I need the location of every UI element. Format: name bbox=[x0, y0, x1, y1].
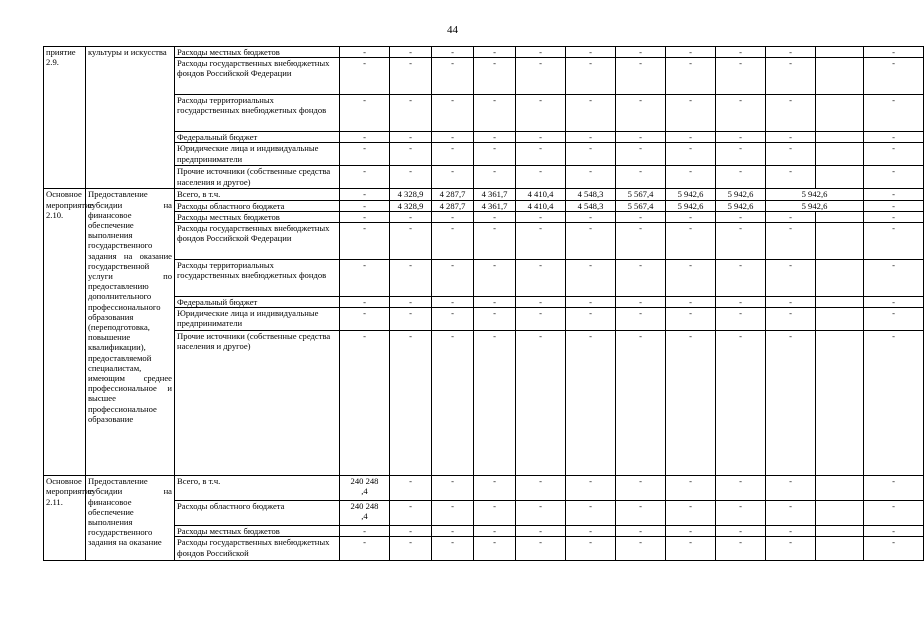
value-cell: - bbox=[864, 189, 924, 200]
funding-source: Расходы местных бюджетов bbox=[175, 47, 340, 58]
value-cell: 5 567,4 bbox=[616, 200, 666, 211]
value-cell: - bbox=[340, 200, 390, 211]
value-cell: - bbox=[432, 501, 474, 526]
value-cell: - bbox=[432, 223, 474, 260]
value-cell bbox=[816, 58, 864, 95]
value-cell: - bbox=[666, 47, 716, 58]
value-cell: - bbox=[340, 297, 390, 308]
value-cell: - bbox=[766, 95, 816, 132]
value-cell: - bbox=[516, 501, 566, 526]
value-cell: - bbox=[766, 308, 816, 331]
activity-code: Основное мероприятие 2.11. bbox=[44, 476, 86, 561]
value-cell bbox=[816, 132, 864, 143]
value-cell: - bbox=[474, 166, 516, 189]
value-cell: - bbox=[340, 308, 390, 331]
value-cell: 5 942,6 bbox=[766, 200, 864, 211]
value-cell: 240 248 ,4 bbox=[340, 501, 390, 526]
value-cell: - bbox=[340, 95, 390, 132]
funding-source: Всего, в т.ч. bbox=[175, 476, 340, 501]
value-cell: - bbox=[864, 476, 924, 501]
value-cell: - bbox=[864, 200, 924, 211]
value-cell: - bbox=[766, 331, 816, 476]
value-cell: - bbox=[566, 211, 616, 222]
value-cell: - bbox=[340, 143, 390, 166]
value-cell: - bbox=[766, 223, 816, 260]
value-cell: - bbox=[716, 95, 766, 132]
table-row bbox=[44, 297, 924, 308]
value-cell: - bbox=[432, 297, 474, 308]
value-cell: - bbox=[666, 308, 716, 331]
value-cell: - bbox=[340, 47, 390, 58]
value-cell: - bbox=[616, 47, 666, 58]
value-cell: - bbox=[474, 58, 516, 95]
table-row bbox=[44, 260, 924, 297]
value-cell: - bbox=[864, 166, 924, 189]
value-cell: 4 287,7 bbox=[432, 200, 474, 211]
value-cell: - bbox=[566, 526, 616, 537]
value-cell: - bbox=[390, 501, 432, 526]
funding-source: Всего, в т.ч. bbox=[175, 189, 340, 200]
value-cell: - bbox=[566, 95, 616, 132]
value-cell: - bbox=[716, 58, 766, 95]
value-cell bbox=[816, 166, 864, 189]
value-cell: - bbox=[566, 537, 616, 561]
value-cell: 4 287,7 bbox=[432, 189, 474, 200]
value-cell: - bbox=[432, 132, 474, 143]
value-cell: - bbox=[432, 476, 474, 501]
value-cell: - bbox=[516, 58, 566, 95]
value-cell: - bbox=[716, 132, 766, 143]
value-cell: - bbox=[864, 223, 924, 260]
value-cell: - bbox=[716, 537, 766, 561]
value-cell: - bbox=[616, 211, 666, 222]
value-cell: 240 248 ,4 bbox=[340, 476, 390, 501]
funding-source: Расходы государственных внебюджетных фондов Российской bbox=[175, 537, 340, 561]
value-cell bbox=[816, 331, 864, 476]
value-cell bbox=[816, 143, 864, 166]
value-cell: - bbox=[516, 132, 566, 143]
table-row bbox=[44, 143, 924, 166]
value-cell: - bbox=[474, 143, 516, 166]
value-cell: - bbox=[864, 58, 924, 95]
value-cell: - bbox=[516, 297, 566, 308]
value-cell bbox=[816, 47, 864, 58]
value-cell: - bbox=[566, 297, 616, 308]
value-cell: - bbox=[616, 58, 666, 95]
table-row bbox=[44, 308, 924, 331]
value-cell: - bbox=[474, 331, 516, 476]
value-cell: - bbox=[340, 132, 390, 143]
value-cell: - bbox=[716, 297, 766, 308]
funding-source: Расходы территориальных государственных внебюджетных фондов bbox=[175, 260, 340, 297]
value-cell: 4 361,7 bbox=[474, 200, 516, 211]
activity-code: приятие 2.9. bbox=[44, 47, 86, 189]
value-cell: - bbox=[474, 223, 516, 260]
value-cell: - bbox=[432, 58, 474, 95]
value-cell: - bbox=[766, 143, 816, 166]
value-cell: - bbox=[390, 143, 432, 166]
value-cell: - bbox=[474, 47, 516, 58]
value-cell bbox=[816, 308, 864, 331]
value-cell: - bbox=[516, 476, 566, 501]
value-cell: - bbox=[716, 501, 766, 526]
table-row bbox=[44, 537, 924, 561]
value-cell: - bbox=[566, 260, 616, 297]
value-cell: - bbox=[616, 308, 666, 331]
value-cell: - bbox=[666, 260, 716, 297]
value-cell: - bbox=[766, 260, 816, 297]
value-cell: - bbox=[390, 58, 432, 95]
value-cell: - bbox=[616, 537, 666, 561]
value-cell: - bbox=[864, 537, 924, 561]
activity-description: культуры и искусства bbox=[86, 47, 175, 189]
value-cell: - bbox=[474, 537, 516, 561]
value-cell: - bbox=[616, 223, 666, 260]
value-cell bbox=[816, 501, 864, 526]
value-cell: - bbox=[516, 537, 566, 561]
value-cell: 4 361,7 bbox=[474, 189, 516, 200]
value-cell bbox=[816, 526, 864, 537]
value-cell: - bbox=[516, 95, 566, 132]
value-cell: - bbox=[432, 260, 474, 297]
value-cell: - bbox=[864, 260, 924, 297]
value-cell bbox=[816, 260, 864, 297]
value-cell: - bbox=[616, 297, 666, 308]
table-row bbox=[44, 200, 924, 211]
value-cell: - bbox=[616, 95, 666, 132]
value-cell: 5 942,6 bbox=[666, 200, 716, 211]
value-cell: - bbox=[390, 308, 432, 331]
value-cell: - bbox=[766, 501, 816, 526]
table-row bbox=[44, 132, 924, 143]
value-cell: - bbox=[864, 95, 924, 132]
value-cell: - bbox=[766, 211, 816, 222]
value-cell: - bbox=[474, 526, 516, 537]
value-cell: - bbox=[766, 297, 816, 308]
table-row bbox=[44, 166, 924, 189]
value-cell: - bbox=[390, 211, 432, 222]
table-row bbox=[44, 47, 924, 58]
funding-source: Расходы государственных внебюджетных фондов Российской Федерации bbox=[175, 58, 340, 95]
value-cell: - bbox=[516, 308, 566, 331]
value-cell: - bbox=[516, 260, 566, 297]
value-cell: - bbox=[516, 166, 566, 189]
value-cell: - bbox=[716, 308, 766, 331]
value-cell: - bbox=[666, 297, 716, 308]
table-row bbox=[44, 58, 924, 95]
value-cell: - bbox=[566, 308, 616, 331]
value-cell: - bbox=[390, 47, 432, 58]
value-cell bbox=[816, 476, 864, 501]
activity-code: Основное мероприятие 2.10. bbox=[44, 189, 86, 476]
value-cell: - bbox=[566, 132, 616, 143]
value-cell: - bbox=[390, 476, 432, 501]
value-cell: - bbox=[666, 526, 716, 537]
value-cell: - bbox=[666, 143, 716, 166]
table-row bbox=[44, 476, 924, 501]
value-cell: - bbox=[666, 223, 716, 260]
value-cell: - bbox=[432, 143, 474, 166]
budget-table bbox=[43, 46, 924, 561]
value-cell bbox=[816, 211, 864, 222]
value-cell: - bbox=[666, 58, 716, 95]
value-cell: - bbox=[716, 476, 766, 501]
table-row bbox=[44, 95, 924, 132]
value-cell: - bbox=[474, 132, 516, 143]
activity-description: Предоставление субсидии на финансовое обеспечение выполнения государственного задания на оказание bbox=[86, 476, 175, 561]
table-row bbox=[44, 526, 924, 537]
value-cell: - bbox=[864, 47, 924, 58]
value-cell: - bbox=[666, 331, 716, 476]
value-cell: - bbox=[864, 132, 924, 143]
value-cell: 4 410,4 bbox=[516, 189, 566, 200]
value-cell: 4 328,9 bbox=[390, 200, 432, 211]
value-cell: 5 567,4 bbox=[616, 189, 666, 200]
value-cell bbox=[816, 223, 864, 260]
value-cell: - bbox=[766, 537, 816, 561]
value-cell: - bbox=[474, 308, 516, 331]
value-cell: - bbox=[616, 501, 666, 526]
table-row bbox=[44, 501, 924, 526]
value-cell: 4 548,3 bbox=[566, 200, 616, 211]
funding-source: Юридические лица и индивидуальные предприниматели bbox=[175, 308, 340, 331]
value-cell: - bbox=[340, 166, 390, 189]
value-cell: - bbox=[390, 331, 432, 476]
value-cell: - bbox=[666, 476, 716, 501]
value-cell: - bbox=[474, 297, 516, 308]
value-cell: - bbox=[766, 526, 816, 537]
value-cell: - bbox=[340, 260, 390, 297]
value-cell: - bbox=[566, 223, 616, 260]
value-cell: - bbox=[864, 297, 924, 308]
value-cell: - bbox=[474, 476, 516, 501]
value-cell: - bbox=[390, 223, 432, 260]
funding-source: Прочие источники (собственные средства населения и другое) bbox=[175, 331, 340, 476]
value-cell: - bbox=[432, 331, 474, 476]
value-cell: - bbox=[716, 47, 766, 58]
value-cell: - bbox=[474, 211, 516, 222]
value-cell: - bbox=[390, 95, 432, 132]
value-cell: - bbox=[516, 211, 566, 222]
value-cell: - bbox=[390, 297, 432, 308]
value-cell: - bbox=[566, 331, 616, 476]
value-cell: - bbox=[566, 166, 616, 189]
value-cell: - bbox=[340, 331, 390, 476]
value-cell: - bbox=[516, 223, 566, 260]
value-cell: - bbox=[516, 331, 566, 476]
value-cell: - bbox=[474, 260, 516, 297]
value-cell: 4 548,3 bbox=[566, 189, 616, 200]
value-cell: - bbox=[566, 47, 616, 58]
value-cell: - bbox=[864, 501, 924, 526]
value-cell: - bbox=[766, 476, 816, 501]
funding-source: Расходы местных бюджетов bbox=[175, 211, 340, 222]
value-cell: - bbox=[566, 143, 616, 166]
value-cell: 5 942,6 bbox=[716, 200, 766, 211]
funding-source: Юридические лица и индивидуальные предприниматели bbox=[175, 143, 340, 166]
value-cell: - bbox=[432, 526, 474, 537]
table-row bbox=[44, 331, 924, 476]
value-cell: - bbox=[432, 95, 474, 132]
value-cell: - bbox=[616, 476, 666, 501]
value-cell: - bbox=[864, 331, 924, 476]
value-cell: - bbox=[340, 211, 390, 222]
funding-source: Прочие источники (собственные средства населения и другое) bbox=[175, 166, 340, 189]
value-cell: - bbox=[616, 132, 666, 143]
value-cell: - bbox=[432, 308, 474, 331]
value-cell: - bbox=[864, 308, 924, 331]
value-cell bbox=[816, 95, 864, 132]
table-row bbox=[44, 189, 924, 200]
value-cell: - bbox=[390, 526, 432, 537]
value-cell: 4 410,4 bbox=[516, 200, 566, 211]
value-cell: - bbox=[666, 501, 716, 526]
value-cell: - bbox=[390, 537, 432, 561]
value-cell: - bbox=[864, 143, 924, 166]
value-cell: - bbox=[616, 143, 666, 166]
value-cell: - bbox=[766, 47, 816, 58]
funding-source: Расходы государственных внебюджетных фондов Российской Федерации bbox=[175, 223, 340, 260]
value-cell: - bbox=[716, 331, 766, 476]
page-number: 44 bbox=[447, 24, 458, 36]
value-cell: - bbox=[666, 166, 716, 189]
value-cell: - bbox=[616, 260, 666, 297]
value-cell bbox=[816, 297, 864, 308]
funding-source: Федеральный бюджет bbox=[175, 132, 340, 143]
value-cell: - bbox=[666, 537, 716, 561]
table-row bbox=[44, 223, 924, 260]
value-cell: 5 942,6 bbox=[666, 189, 716, 200]
value-cell: - bbox=[432, 166, 474, 189]
value-cell: - bbox=[616, 331, 666, 476]
value-cell: - bbox=[516, 526, 566, 537]
value-cell: - bbox=[864, 526, 924, 537]
funding-source: Расходы областного бюджета bbox=[175, 501, 340, 526]
value-cell: 4 328,9 bbox=[390, 189, 432, 200]
value-cell: - bbox=[432, 211, 474, 222]
value-cell: - bbox=[516, 143, 566, 166]
value-cell: - bbox=[566, 476, 616, 501]
value-cell: - bbox=[474, 501, 516, 526]
value-cell: - bbox=[340, 526, 390, 537]
value-cell: - bbox=[716, 526, 766, 537]
value-cell: - bbox=[390, 132, 432, 143]
value-cell: 5 942,6 bbox=[766, 189, 864, 200]
value-cell: 5 942,6 bbox=[716, 189, 766, 200]
value-cell: - bbox=[716, 260, 766, 297]
value-cell: - bbox=[566, 501, 616, 526]
value-cell: - bbox=[616, 526, 666, 537]
value-cell: - bbox=[766, 58, 816, 95]
value-cell: - bbox=[666, 211, 716, 222]
activity-description: Предоставление субсидии на финансовое обеспечение выполнения государственного задания на оказание государственной услуги по предоставлению дополнительного профессионального образования (переподготовка, повышение квалификации), предоставляемой специалистам, имеющим среднее профессиональное и высшее профессиональное образование bbox=[86, 189, 175, 476]
funding-source: Расходы территориальных государственных внебюджетных фондов bbox=[175, 95, 340, 132]
funding-source: Федеральный бюджет bbox=[175, 297, 340, 308]
value-cell bbox=[816, 537, 864, 561]
value-cell: - bbox=[390, 166, 432, 189]
value-cell: - bbox=[666, 132, 716, 143]
value-cell: - bbox=[390, 260, 432, 297]
value-cell: - bbox=[616, 166, 666, 189]
value-cell: - bbox=[716, 166, 766, 189]
funding-source: Расходы областного бюджета bbox=[175, 200, 340, 211]
value-cell: - bbox=[432, 537, 474, 561]
value-cell: - bbox=[566, 58, 616, 95]
table-row bbox=[44, 211, 924, 222]
value-cell: - bbox=[766, 132, 816, 143]
value-cell: - bbox=[516, 47, 566, 58]
value-cell: - bbox=[716, 143, 766, 166]
value-cell: - bbox=[716, 211, 766, 222]
funding-source: Расходы местных бюджетов bbox=[175, 526, 340, 537]
value-cell: - bbox=[340, 223, 390, 260]
value-cell: - bbox=[666, 95, 716, 132]
value-cell: - bbox=[716, 223, 766, 260]
value-cell: - bbox=[766, 166, 816, 189]
value-cell: - bbox=[340, 58, 390, 95]
value-cell: - bbox=[340, 189, 390, 200]
value-cell: - bbox=[340, 537, 390, 561]
value-cell: - bbox=[432, 47, 474, 58]
value-cell: - bbox=[474, 95, 516, 132]
value-cell: - bbox=[864, 211, 924, 222]
